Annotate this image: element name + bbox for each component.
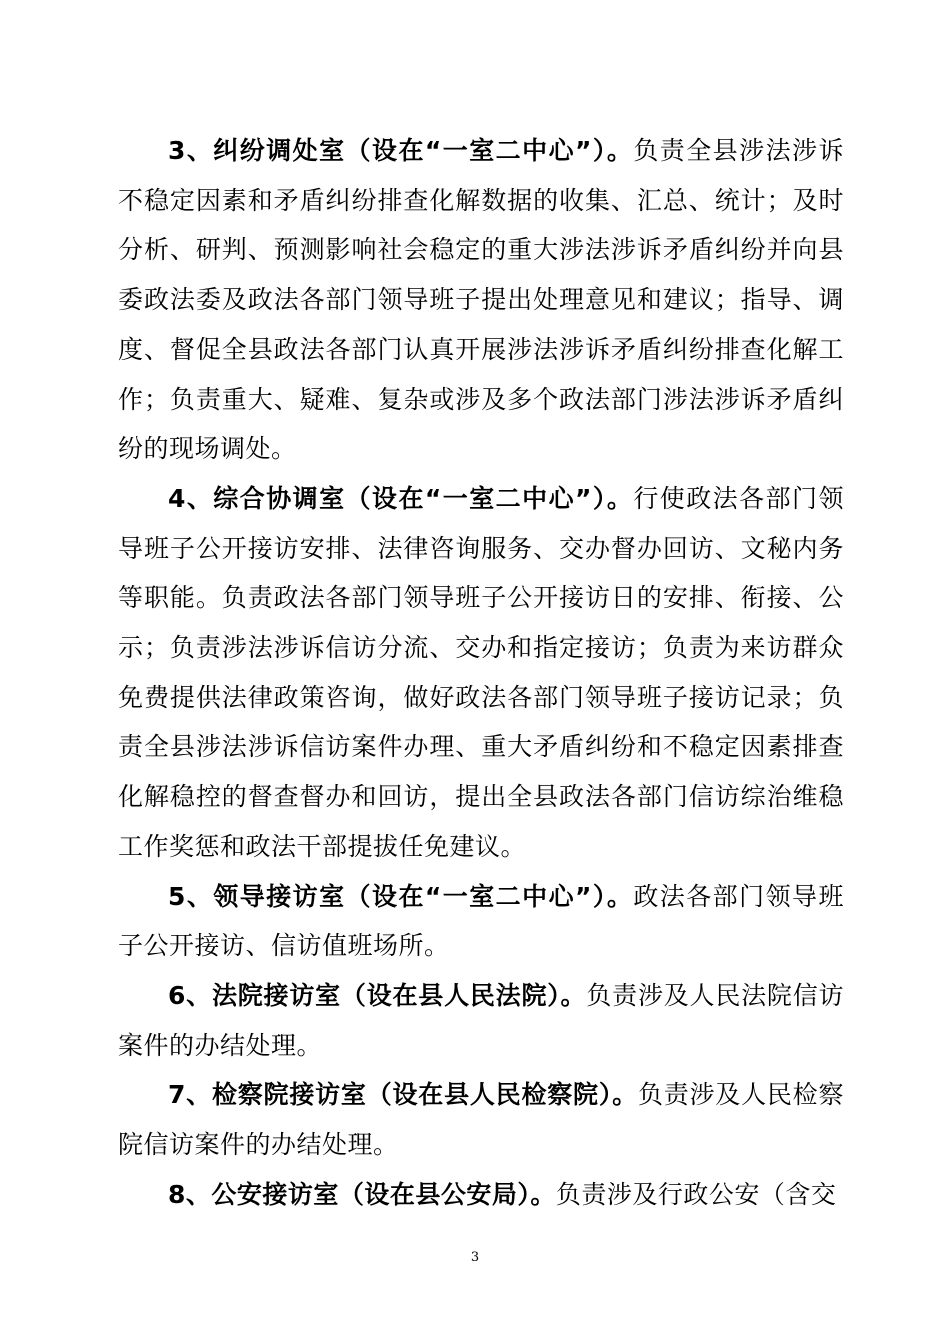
paragraph-general-coordination-room bbox=[118, 474, 844, 872]
paragraph-heading: 5、领导接访室（设在“一室二中心”）。 bbox=[168, 881, 634, 911]
paragraph-body: 负责涉及人民法院信访案件的办结处理。 bbox=[118, 980, 844, 1060]
paragraph-court-reception-room bbox=[118, 971, 844, 1070]
paragraph-heading: 4、综合协调室（设在“一室二中心”）。 bbox=[168, 483, 634, 513]
paragraph-body: 负责全县涉法涉诉不稳定因素和矛盾纠纷排查化解数据的收集、汇总、统计；及时分析、研判、预测影响社会稳定的重大涉法涉诉矛盾纠纷并向县委政法委及政法各部门领导班子提出处理意见和建议；指导、调度、督促全县政法各部门认真开展涉法涉诉矛盾纠纷排查化解工作；负责重大、疑难、复杂或涉及多个政法部门涉法涉诉矛盾纠纷的现场调处。 bbox=[118, 136, 844, 464]
paragraph-body: 政法各部门领导班子公开接访、信访值班场所。 bbox=[118, 881, 844, 961]
paragraph-dispute-mediation-room bbox=[118, 126, 844, 474]
page-number: 3 bbox=[470, 1250, 480, 1265]
paragraph-heading: 6、法院接访室（设在县人民法院）。 bbox=[168, 980, 587, 1010]
paragraph-procuratorate-reception-room bbox=[118, 1070, 844, 1169]
paragraph-heading: 3、纠纷调处室（设在“一室二中心”）。 bbox=[168, 136, 634, 165]
paragraph-police-reception-room bbox=[118, 1170, 844, 1220]
paragraph-body: 负责涉及人民检察院信访案件的办结处理。 bbox=[118, 1080, 844, 1160]
document-page bbox=[118, 126, 844, 1219]
paragraph-body: 行使政法各部门领导班子公开接访安排、法律咨询服务、交办督办回访、文秘内务等职能。负责政法各部门领导班子公开接访日的安排、衔接、公示；负责涉法涉诉信访分流、交办和指定接访；负责为来访群众免费提供法律政策咨询，做好政法各部门领导班子接访记录；负责全县涉法涉诉信访案件办理、重大矛盾纠纷和不稳定因素排查化解稳控的督查督办和回访，提出全县政法各部门信访综治维稳工作奖惩和政法干部提拔任免建议。 bbox=[118, 483, 844, 861]
paragraph-leader-reception-room bbox=[118, 872, 844, 971]
paragraph-heading: 7、检察院接访室（设在县人民检察院）。 bbox=[168, 1080, 638, 1110]
paragraph-heading: 8、公安接访室（设在县公安局）。 bbox=[168, 1179, 556, 1209]
paragraph-body: 负责涉及行政公安（含交 bbox=[555, 1179, 837, 1209]
